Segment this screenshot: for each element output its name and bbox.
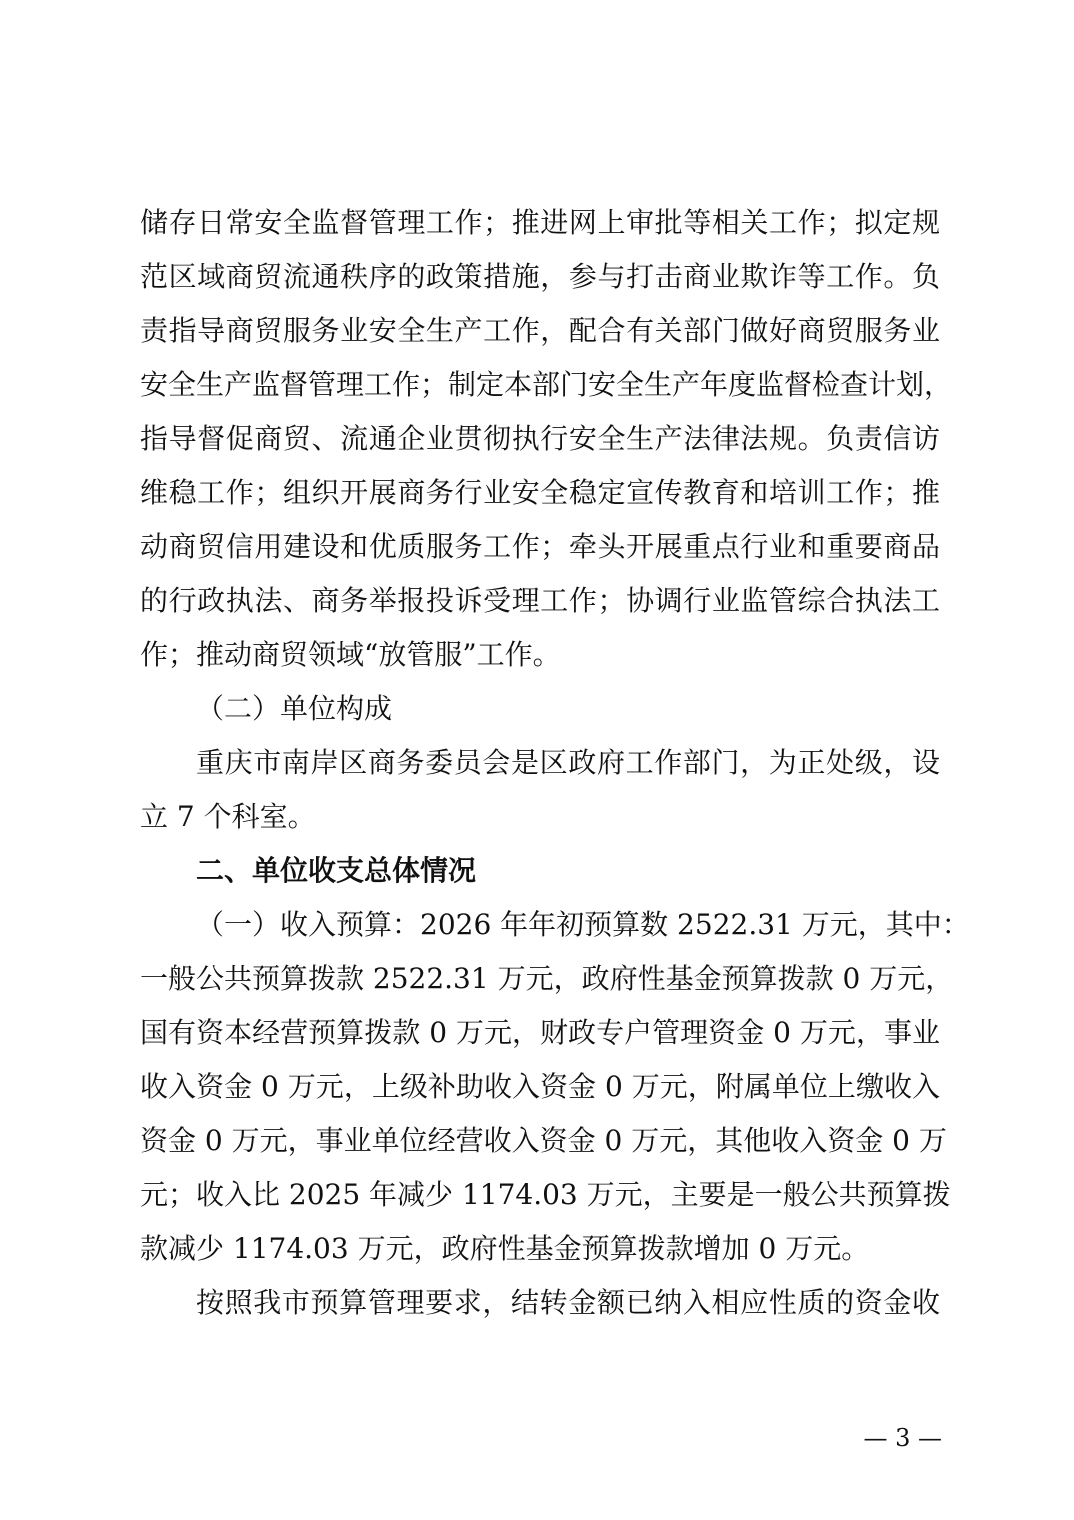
subsection-heading: （二）单位构成 (196, 692, 393, 725)
body-text-line: 资金 0 万元，事业单位经营收入资金 0 万元，其他收入资金 0 万 (140, 1124, 947, 1157)
body-text-line: 按照我市预算管理要求，结转金额已纳入相应性质的资金收 (196, 1286, 940, 1319)
body-text-line: 动商贸信用建设和优质服务工作；牵头开展重点行业和重要商品 (140, 530, 940, 563)
page-number: — 3 — (863, 1424, 942, 1452)
body-text-line: 作；推动商贸领域“放管服”工作。 (140, 638, 561, 671)
body-text-line: 立 7 个科室。 (140, 800, 316, 833)
body-text-line: 维稳工作；组织开展商务行业安全稳定宣传教育和培训工作；推 (140, 476, 940, 509)
body-text-line: 安全生产监督管理工作；制定本部门安全生产年度监督检查计划， (140, 368, 953, 401)
body-text-line: 储存日常安全监督管理工作；推进网上审批等相关工作；拟定规 (140, 206, 940, 239)
body-text-line: 的行政执法、商务举报投诉受理工作；协调行业监管综合执法工 (140, 584, 940, 617)
section-heading: 二、单位收支总体情况 (196, 854, 477, 887)
body-text-line: 款减少 1174.03 万元，政府性基金预算拨款增加 0 万元。 (140, 1232, 870, 1265)
body-text-line: （一）收入预算：2026 年年初预算数 2522.31 万元，其中： (196, 908, 970, 941)
body-text-line: 国有资本经营预算拨款 0 万元，财政专户管理资金 0 万元，事业 (140, 1016, 940, 1049)
body-text-line: 重庆市南岸区商务委员会是区政府工作部门，为正处级，设 (196, 746, 940, 779)
body-text-line: 指导督促商贸、流通企业贯彻执行安全生产法律法规。负责信访 (140, 422, 940, 455)
body-text-line: 元；收入比 2025 年减少 1174.03 万元，主要是一般公共预算拨 (140, 1178, 951, 1211)
body-text-line: 责指导商贸服务业安全生产工作，配合有关部门做好商贸服务业 (140, 314, 940, 347)
body-text-line: 范区域商贸流通秩序的政策措施，参与打击商业欺诈等工作。负 (140, 260, 940, 293)
body-text-line: 收入资金 0 万元，上级补助收入资金 0 万元，附属单位上缴收入 (140, 1070, 940, 1103)
body-text-line: 一般公共预算拨款 2522.31 万元，政府性基金预算拨款 0 万元， (140, 962, 954, 995)
